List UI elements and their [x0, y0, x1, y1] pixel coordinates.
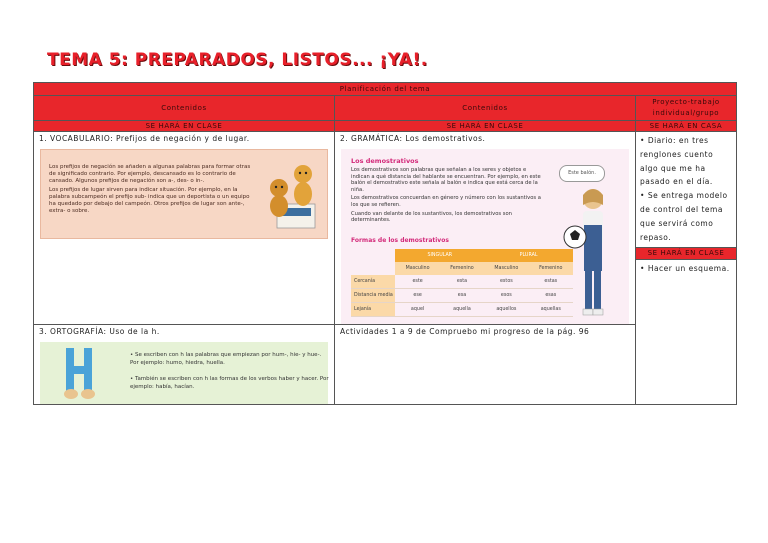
planning-table — [33, 82, 737, 405]
casa-item: • Se entrega modelo de control del tema que servirá como repaso. — [640, 191, 728, 242]
activities-text: Actividades 1 a 9 de Compruebo mi progreso de la pág. 96 — [340, 327, 590, 336]
gram-text3: Cuando van delante de los sustantivos, los demostrativos son determinantes. — [351, 210, 512, 224]
page-title: TEMA 5: PREPARADOS, LISTOS... ¡YA!. — [47, 50, 428, 70]
cell: esas — [529, 289, 573, 303]
cell: esos — [484, 289, 528, 303]
cell: estas — [529, 275, 573, 289]
orto-box — [40, 342, 328, 404]
cell: aquel — [395, 303, 439, 317]
col1-header: Contenidos — [34, 96, 335, 121]
row-label: Lejanía — [351, 303, 395, 317]
clase-item: • Hacer un esquema. — [640, 264, 730, 274]
gram-title: 2. GRAMÁTICA: Los demostrativos. — [340, 134, 486, 143]
vocab-p2: Los prefijos de lugar sirven para indicar situación. Por ejemplo, en la palabra subcampeón el prefijo sub- indica que un deportista o un equipo ha quedado por debajo del campeón. Otros prefijos de lugar son ante-, extra- o sobre. — [49, 187, 250, 214]
col3-header: Proyecto-trabajo individual/grupo — [636, 96, 737, 121]
row-label: Distancia media — [351, 289, 395, 303]
cell: aquella — [440, 303, 484, 317]
vocab-p1: Los prefijos de negación se añaden a algunas palabras para formar otras de significado contrario. Por ejemplo, descansado es lo contrario de cansado. Algunos prefijos de negación son a-, des- o in-. — [49, 164, 251, 184]
gram-box-title: Los demostrativos — [351, 157, 419, 165]
casa-list — [636, 132, 736, 244]
row-label: Cercanía — [351, 275, 395, 289]
head-singular: SINGULAR — [395, 249, 484, 262]
gram-text2: Los demostrativos concuerdan en género y número con los sustantivos a los que se refieren. — [351, 195, 541, 208]
gram-box-text — [351, 167, 546, 224]
vocab-title: 1. VOCABULARIO: Prefijos de negación y de lugar. — [39, 134, 250, 143]
girl-with-ball-illustration — [563, 185, 619, 321]
cell: este — [395, 275, 439, 289]
se-hara-casa: SE HARÁ EN CASA — [636, 121, 737, 132]
speech-bubble: Este balón. — [559, 165, 605, 182]
plan-header: Planificación del tema — [34, 83, 737, 96]
sub-head: Masculino — [395, 262, 439, 275]
head-plural: PLURAL — [484, 249, 573, 262]
se-hara-clase-1: SE HARÁ EN CLASE — [34, 121, 335, 132]
orto-title: 3. ORTOGRAFÍA: Uso de la h. — [39, 327, 160, 336]
sub-head: Femenino — [440, 262, 484, 275]
col2-header: Contenidos — [335, 96, 636, 121]
cell: aquellas — [529, 303, 573, 317]
gram-box — [341, 149, 629, 324]
se-hara-clase-3: SE HARÁ EN CLASE — [636, 247, 736, 260]
casa-item: • Diario: en tres renglones cuento algo que me ha pasado en el día. — [640, 136, 714, 187]
forms-title: Formas de los demostrativos — [351, 237, 449, 244]
cell: aquellos — [484, 303, 528, 317]
cell: ese — [395, 289, 439, 303]
se-hara-clase-2: SE HARÁ EN CLASE — [335, 121, 636, 132]
demonstratives-table — [351, 249, 573, 317]
bullet-icon: • — [640, 136, 648, 145]
cell: esta — [440, 275, 484, 289]
sub-head: Femenino — [529, 262, 573, 275]
letter-h-illustration — [62, 346, 96, 400]
bullet-icon: • — [640, 264, 648, 274]
vocab-box — [40, 149, 328, 239]
orto-b1: • Se escriben con h las palabras que empiezan por hum-, hie- y hue-. Por ejemplo: humo, hiedra, huella. — [130, 352, 322, 366]
gram-text1: Los demostrativos son palabras que señalan a los seres y objetos e indican a qué distancia del hablante se encuentran. Por ejemplo, en este balón el demostrativo este señala al balón e indica que está cerca de la niña. — [351, 167, 541, 193]
bullet-icon: • — [640, 191, 648, 201]
clase-list — [636, 260, 736, 276]
sub-head: Masculino — [484, 262, 528, 275]
cell: esa — [440, 289, 484, 303]
cats-illustration — [259, 154, 321, 232]
orto-b2: • También se escriben con h las formas de los verbos haber y hacer. Por ejemplo: había, hacían. — [130, 376, 329, 390]
cell: estos — [484, 275, 528, 289]
